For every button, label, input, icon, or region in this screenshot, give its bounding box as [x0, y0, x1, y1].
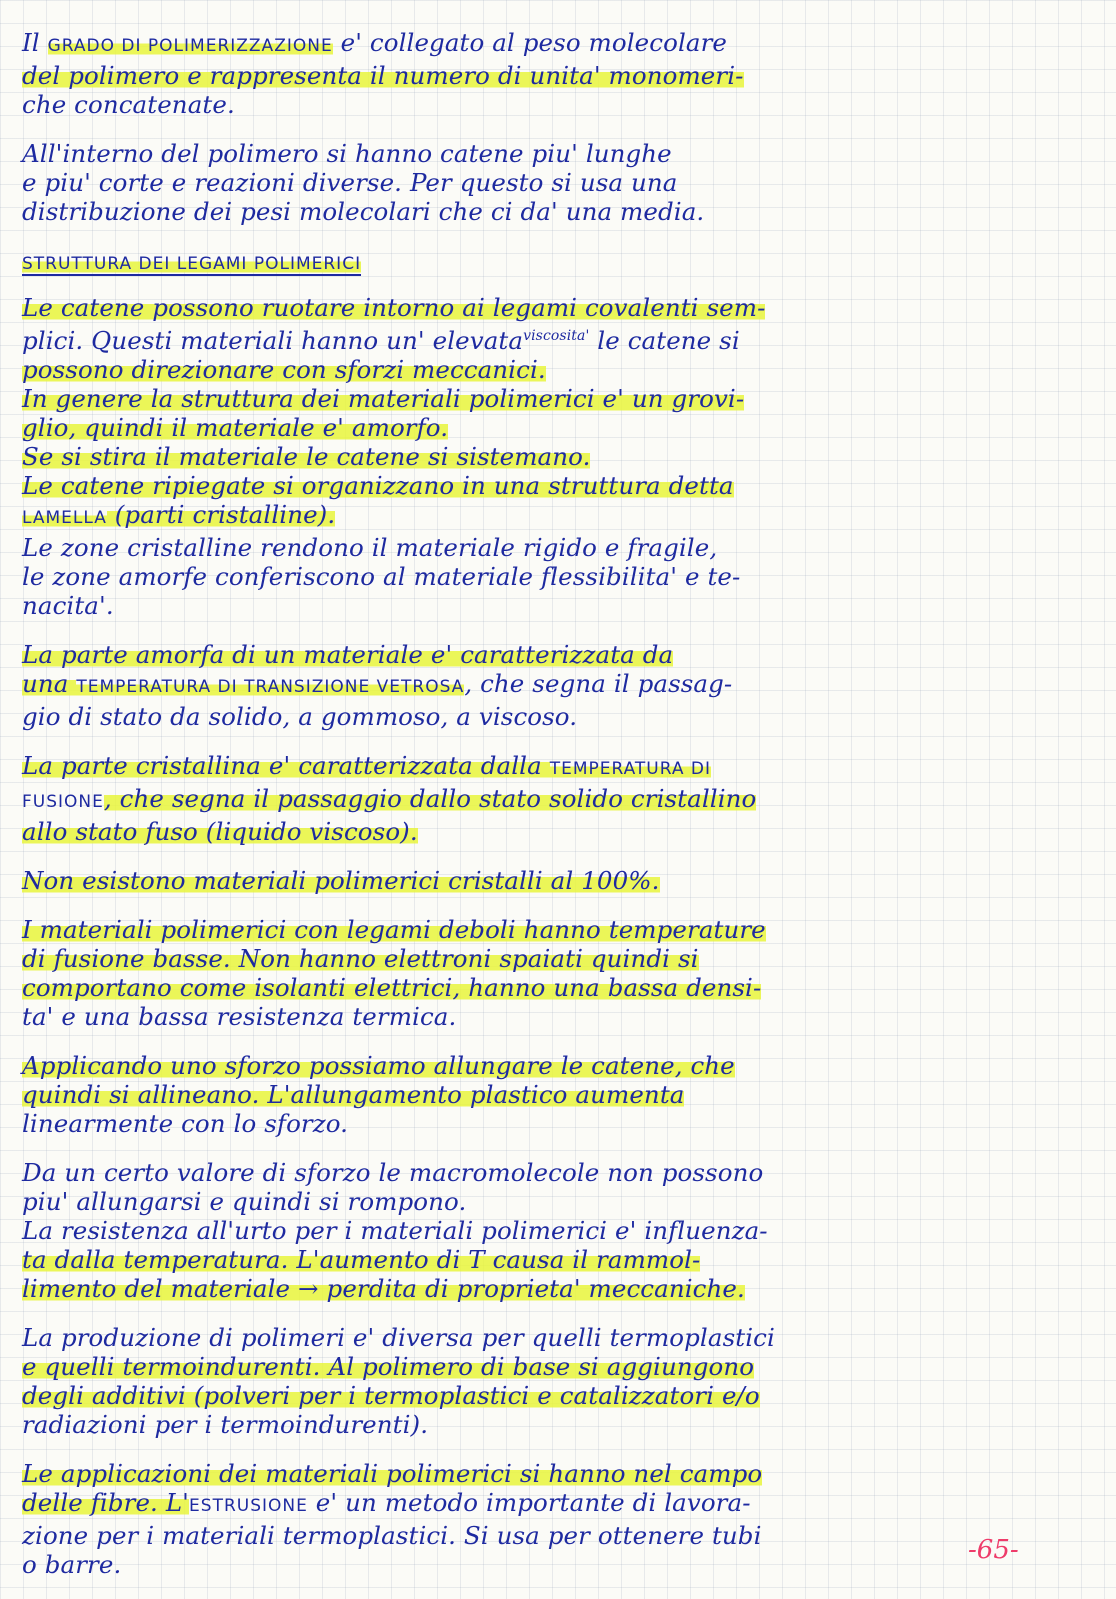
- text-line: o barre.: [22, 1550, 122, 1580]
- text-line: limento del materiale → perdita di proprieta' meccaniche.: [22, 1274, 745, 1304]
- text-line: Le catene possono ruotare intorno ai legami covalenti sem-: [22, 293, 766, 322]
- text-line: linearmente con lo sforzo.: [22, 1109, 349, 1139]
- text-line: comportano come isolanti elettrici, hanno una bassa densi-: [22, 973, 762, 1003]
- text-line: allo stato fuso (liquido viscoso).: [22, 817, 418, 847]
- margin-note: viscosita': [523, 328, 590, 344]
- text-line: glio, quindi il materiale e' amorfo.: [22, 413, 449, 443]
- key-term: FUSIONE: [22, 792, 104, 813]
- text-line: quindi si allineano. L'allungamento plastico aumenta: [22, 1080, 685, 1110]
- text-line: di fusione basse. Non hanno elettroni spaiati quindi si: [22, 944, 699, 974]
- paragraph-molecular-weight: [22, 139, 1102, 226]
- text-line: piu' allungarsi e quindi si rompono.: [22, 1187, 467, 1217]
- text-line: delle fibre. L'ESTRUSIONE e' un metodo importante di lavora-: [22, 1488, 751, 1518]
- text-line: Le zone cristalline rendono il materiale rigido e fragile,: [22, 533, 718, 563]
- key-term: LAMELLA: [22, 508, 107, 529]
- text-line: La resistenza all'urto per i materiali polimerici e' influenza-: [22, 1216, 768, 1246]
- text-line: zione per i materiali termoplastici. Si usa per ottenere tubi: [22, 1521, 762, 1551]
- text-line: Applicando uno sforzo possiamo allungare le catene, che: [22, 1051, 735, 1081]
- key-term: TEMPERATURA DI TRANSIZIONE VETROSA: [76, 677, 465, 698]
- text-line: Non esistono materiali polimerici cristalli al 100%.: [22, 866, 660, 896]
- paragraph-melting-temperature: [22, 751, 1102, 846]
- key-term: GRADO DI POLIMERIZZAZIONE: [47, 36, 333, 56]
- text-line: del polimero e rappresenta il numero di unita' monomeri-: [22, 61, 744, 90]
- paragraph-glass-transition: [22, 640, 1102, 731]
- section-heading: [22, 246, 1102, 279]
- key-term: ESTRUSIONE: [189, 1496, 308, 1517]
- text-line: distribuzione dei pesi molecolari che ci da' una media.: [22, 197, 705, 226]
- text-line: Se si stira il materiale le catene si sistemano.: [22, 442, 591, 472]
- text-line: Le applicazioni dei materiali polimerici si hanno nel campo: [22, 1459, 763, 1489]
- text-line: La parte cristallina e' caratterizzata dalla TEMPERATURA DI: [22, 751, 712, 781]
- text-line: una TEMPERATURA DI TRANSIZIONE VETROSA, che segna il passag-: [22, 669, 733, 699]
- text-line: possono direzionare con sforzi meccanici.: [22, 355, 546, 385]
- notebook-page: [22, 28, 1102, 1599]
- text-line: I materiali polimerici con legami deboli hanno temperature: [22, 915, 766, 945]
- heading-text: STRUTTURA DEI LEGAMI POLIMERICI: [22, 254, 362, 274]
- text-line: All'interno del polimero si hanno catene piu' lunghe: [22, 139, 672, 168]
- paragraph-production: [22, 1323, 1102, 1439]
- text-line: plici. Questi materiali hanno un' elevata$^{viscosita'}$ le catene si: [22, 326, 740, 356]
- text-line: FUSIONE, che segna il passaggio dallo stato solido cristallino: [22, 784, 757, 814]
- paragraph-applications: [22, 1459, 1102, 1579]
- text-line: LAMELLA (parti cristalline).: [22, 500, 336, 530]
- text-line: che concatenate.: [22, 90, 235, 119]
- text-line: degli additivi (polveri per i termoplastici e catalizzatori e/o: [22, 1381, 760, 1411]
- key-term: TEMPERATURA DI: [549, 759, 712, 780]
- text-line: ta dalla temperatura. L'aumento di T causa il rammol-: [22, 1245, 701, 1275]
- paragraph-degree-of-polymerization: [22, 28, 1102, 119]
- paragraph-no-full-crystal: [22, 866, 1102, 895]
- text-line: nacita'.: [22, 591, 114, 621]
- text-line: In genere la struttura dei materiali polimerici e' un grovi-: [22, 384, 745, 414]
- text-line: radiazioni per i termoindurenti).: [22, 1410, 429, 1440]
- text-line: e piu' corte e reazioni diverse. Per questo si usa una: [22, 168, 678, 197]
- text-line: le zone amorfe conferiscono al materiale flessibilita' e te-: [22, 562, 741, 592]
- text-line: Le catene ripiegate si organizzano in una struttura detta: [22, 471, 734, 501]
- paragraph-weak-bonds: [22, 915, 1102, 1031]
- text-line: Il GRADO DI POLIMERIZZAZIONE e' collegato al peso molecolare: [22, 28, 727, 57]
- text-line: gio di stato da solido, a gommoso, a viscoso.: [22, 702, 578, 732]
- text-line: Da un certo valore di sforzo le macromolecole non possono: [22, 1158, 764, 1188]
- page-number: -65-: [968, 1535, 1019, 1565]
- paragraph-breakage: [22, 1158, 1102, 1303]
- text-line: La parte amorfa di un materiale e' caratterizzata da: [22, 640, 674, 670]
- text-line: ta' e una bassa resistenza termica.: [22, 1002, 457, 1032]
- text-line: e quelli termoindurenti. Al polimero di base si aggiungono: [22, 1352, 755, 1382]
- paragraph-chain-structure: [22, 293, 1102, 620]
- paragraph-stretching: [22, 1051, 1102, 1138]
- text-line: La produzione di polimeri e' diversa per quelli termoplastici: [22, 1323, 775, 1353]
